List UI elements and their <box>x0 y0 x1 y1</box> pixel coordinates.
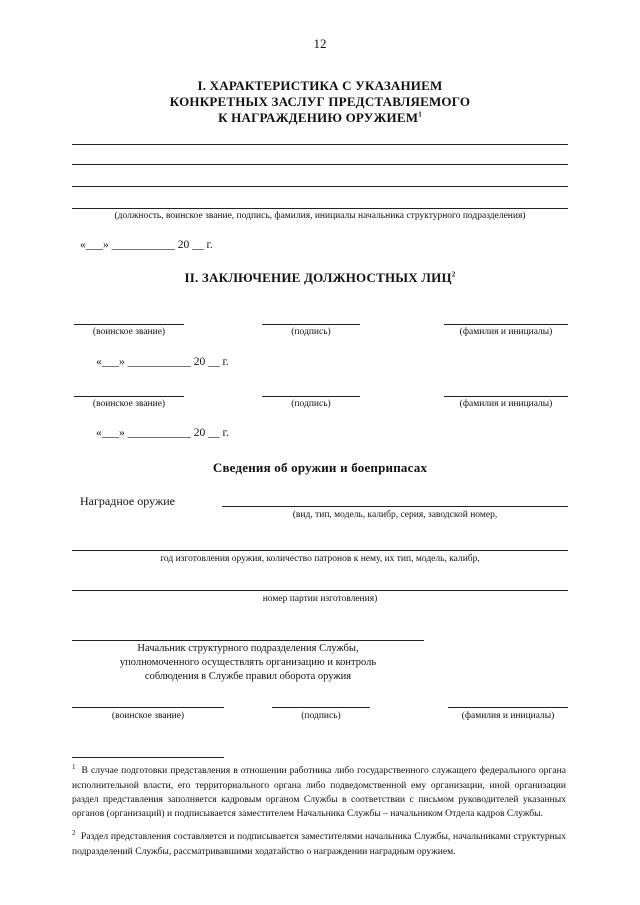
official2-signature-caption: (подпись) <box>291 399 331 409</box>
chief-name-caption: (фамилия и инициалы) <box>461 711 555 721</box>
chief-rank-line <box>72 707 224 708</box>
official2-date-line: «___» ___________ 20 __ г. <box>96 427 229 439</box>
official1-rank-line <box>74 324 184 325</box>
characteristic-line-3 <box>72 186 568 187</box>
footnote-ref-2: 2 <box>451 270 456 279</box>
award-weapon-label: Наградное оружие <box>80 494 175 508</box>
footnote-2-mark: 2 <box>72 829 76 837</box>
section1-title-line3: К НАГРАЖДЕНИЮ ОРУЖИЕМ <box>218 110 419 125</box>
official1-rank-caption: (воинское звание) <box>92 327 166 337</box>
weapon-caption-1: (вид, тип, модель, калибр, серия, заводской номер, <box>292 510 498 520</box>
chief-name-line <box>448 707 568 708</box>
characteristic-line-2 <box>72 164 568 165</box>
weapon-info-line-3 <box>72 590 568 591</box>
footnote-1 <box>72 760 566 822</box>
official2-name-line <box>444 396 568 397</box>
weapon-info-line-1 <box>222 506 568 507</box>
chief-rank-caption: (воинское звание) <box>111 711 185 721</box>
official1-signature-line <box>262 324 360 325</box>
footnote-1-mark: 1 <box>72 763 76 771</box>
footnote-2-text: Раздел представления составляется и подписывается заместителями начальника Службы, начальниками структурных подразделений Службы, рассматривавшими ходатайство о награждении наградным оружием. <box>72 831 566 857</box>
footnote-1-text: В случае подготовки представления в отношении работника либо государственного служащего федерального органа исполнительной власти, его территориального органа либо подведомственной ему организации, иной организации раздел представления заполняется кадровым органом Службы в соответствии с письмом руководителей указанных органов (организаций) и подписывается заместителем Начальника Службы – начальником Отдела кадров Службы. <box>72 765 567 820</box>
chief-title-3: соблюдения в Службе правил оборота оружия <box>144 671 352 682</box>
chief-title-1: Начальник структурного подразделения Службы, <box>137 643 359 654</box>
characteristic-line-1 <box>72 144 568 145</box>
weapon-caption-2: год изготовления оружия, количество патронов к нему, их тип, модель, калибр, <box>160 554 480 564</box>
official2-rank-caption: (воинское звание) <box>92 399 166 409</box>
footnote-ref-1: 1 <box>418 110 422 119</box>
section1-date-line: «___» ___________ 20 __ г. <box>80 239 213 251</box>
footnote-separator <box>72 757 224 758</box>
official1-date-line: «___» ___________ 20 __ г. <box>96 356 229 368</box>
weapon-info-line-2 <box>72 550 568 551</box>
page-number: 12 <box>313 36 327 51</box>
chief-signature-caption: (должность, воинское звание, подпись, фамилия, инициалы начальника структурного подразделения) <box>114 211 526 221</box>
chief-title-line <box>72 640 424 641</box>
section1-title-line2: КОНКРЕТНЫХ ЗАСЛУГ ПРЕДСТАВЛЯЕМОГО <box>169 94 471 109</box>
section1-title <box>0 110 640 126</box>
characteristic-line-4 <box>72 208 568 209</box>
chief-signature-line <box>272 707 370 708</box>
official1-name-caption: (фамилия и инициалы) <box>459 327 553 337</box>
footnote-2 <box>72 826 566 859</box>
weapon-caption-3: номер партии изготовления) <box>262 594 378 604</box>
chief-title-2: уполномоченного осуществлять организацию и контроль <box>119 657 377 668</box>
official1-name-line <box>444 324 568 325</box>
official2-rank-line <box>74 396 184 397</box>
official2-name-caption: (фамилия и инициалы) <box>459 399 553 409</box>
weapons-title: Сведения об оружии и боеприпасах <box>212 460 428 475</box>
official1-signature-caption: (подпись) <box>291 327 331 337</box>
chief-sign-caption: (подпись) <box>301 711 341 721</box>
section1-title-line1: I. ХАРАКТЕРИСТИКА С УКАЗАНИЕМ <box>197 78 443 93</box>
section2-title-text: II. ЗАКЛЮЧЕНИЕ ДОЛЖНОСТНЫХ ЛИЦ <box>184 270 452 285</box>
section2-title <box>0 270 640 286</box>
official2-signature-line <box>262 396 360 397</box>
